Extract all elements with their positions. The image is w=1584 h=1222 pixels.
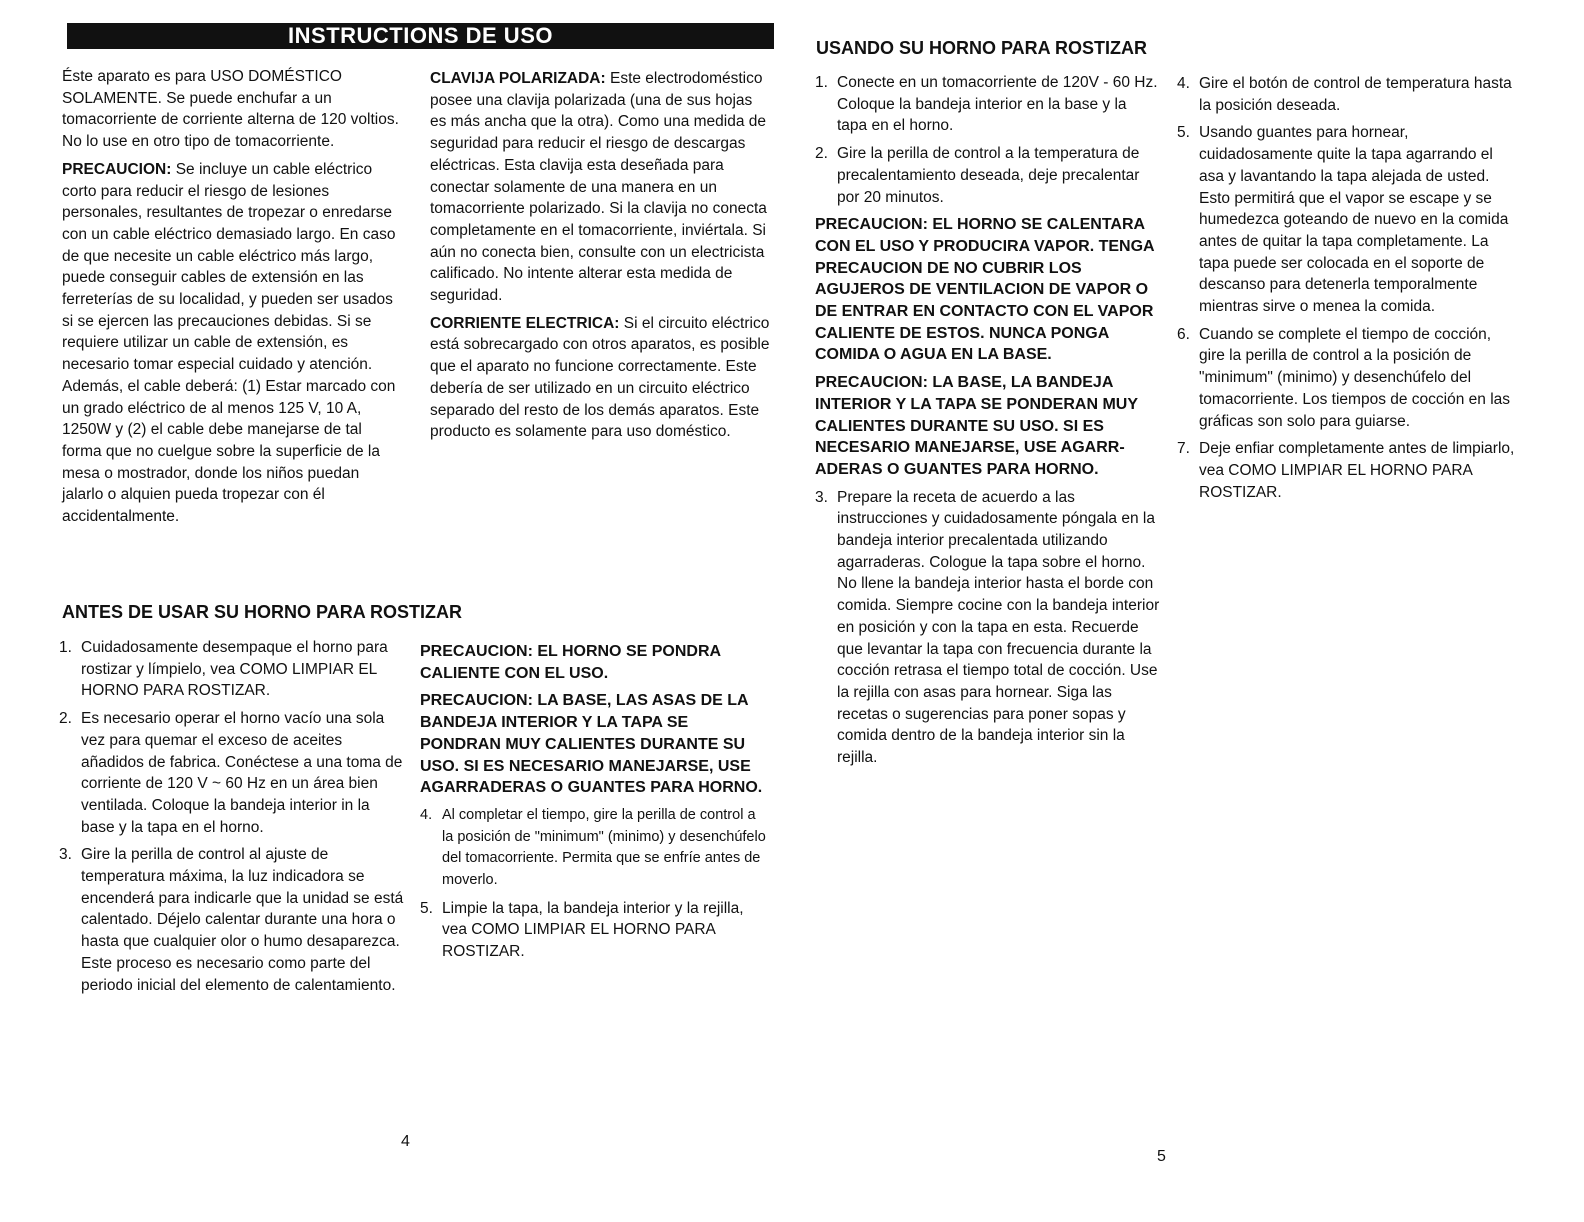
right-column-2: [1177, 73, 1517, 509]
antes-steps-list-b: [420, 805, 770, 963]
precaucion-text: Se incluye un cable eléctrico corto para reducir el riesgo de lesiones personales, resultantes de tropezar o enredarse con un cable eléctrico demasiado largo. En caso de que necesite un cable eléctrico más largo, puede conseguir cables de extensión en las ferreterías de su localidad, y pueden ser usados si se ejercen las precauciones debidas. Si se requiere utilizar un cable de extensión, es necesario tomar especial cuidado y atención. Además, el cable deberá: (1) Estar marcado con un grado eléctrico de al menos 125 V, 10 A, 1250W y (2) el cable debe manejarse de tal forma que no cuelgue sobre la superficie de la mesa o mostrador, donde los niños puedan jalarlo o alquien pueda tropezar con él accidentalmente.: [62, 160, 396, 526]
section-banner: INSTRUCTIONS DE USO: [67, 23, 774, 49]
list-item: 7. Deje enfiar completamente antes de limpiarlo, vea COMO LIMPIAR EL HORNO PARA ROSTIZAR.: [1177, 440, 1515, 501]
list-item: 2. Gire la perilla de control a la temperatura de precalentamiento deseada, deje precalentar por 20 minutos.: [815, 145, 1140, 206]
clavija-paragraph: [430, 68, 770, 307]
list-item: 5. Usando guantes para hornear, cuidadosamente quite la tapa agarrando el asa y lavantando la tapa alejada de usted. Esto permitirá que el vapor se escape y se humedezca goteando de nuevo en la comida antes de quitar la tapa completamente. La tapa puede ser colocada en el soporte de descanso para detenerla temporalmente mientras sirve o menea la comida.: [1177, 124, 1509, 316]
list-item: 1. Conecte en un tomacorriente de 120V - 60 Hz. Coloque la bandeja interior en la base y la tapa en el horno.: [815, 74, 1158, 135]
right-column-1: [815, 72, 1160, 775]
antes-heading: ANTES DE USAR SU HORNO PARA ROSTIZAR: [62, 602, 463, 622]
warning-hot-parts-right: PRECAUCION: LA BASE, LA BANDEJA INTERIOR Y LA TAPA SE PONDERAN MUY CALIENTES DURANTE SU USO. SI ES NECESARIO MANEJARSE, USE AGARR-ADERAS O GUANTES PARA HORNO.: [815, 374, 1138, 478]
warning-hot-parts: PRECAUCION: LA BASE, LAS ASAS DE LA BANDEJA INTERIOR Y LA TAPA SE PONDRAN MUY CALIENTES DURANTE SU USO. SI ES NECESARIO MANEJARSE, USE AGARRADERAS O GUANTES PARA HORNO.: [420, 692, 763, 797]
list-item: 2. Es necesario operar el horno vacío una sola vez para quemar el exceso de aceites añadidos de fabrica. Conéctese a una toma de corriente de 120 V ~ 60 Hz en un área bien ventilada. Coloque la bandeja interior in la base y la tapa en el horno.: [59, 710, 403, 836]
clavija-label: CLAVIJA POLARIZADA:: [430, 70, 606, 87]
precaucion-paragraph: [62, 159, 402, 528]
page-number-left: 4: [401, 1133, 410, 1150]
page-number-right: 5: [1157, 1148, 1166, 1165]
left-column-2: [430, 68, 770, 449]
list-item: 3. Prepare la receta de acuerdo a las instrucciones y cuidadosamente póngala en la bandeja interior precalentada utilizando agarraderas. Cologue la tapa sobre el horno. No llene la bandeja interior hasta el borde con comida. Siempre cocine con la bandeja interior en posición y con la tapa en esta. Recuerde que levantar la tapa con frecuencia durante la cocción retrasa el tiempo total de cocción. Use la rejilla con asas para hornear. Siga las recetas o sugerencias para poner sopas y comida dentro de la bandeja interior sin la rejilla.: [815, 488, 1160, 767]
list-item: 5. Limpie la tapa, la bandeja interior y la rejilla, vea COMO LIMPIAR EL HORNO PARA ROSTIZAR.: [420, 899, 744, 961]
antes-steps-column: [59, 637, 404, 1002]
warning-steam: PRECAUCION: EL HORNO SE CALENTARA CON EL USO Y PRODUCIRA VAPOR. TENGA PRECAUCION DE NO CUBRIR LOS AGUJEROS DE VENTILACION DE VAPOR O DE ENTRAR EN CONTACTO CON EL VAPOR CALIENTE DE ESTOS. NUNCA PONGA COMIDA O AGUA EN LA BASE.: [815, 216, 1155, 364]
corriente-text: Si el circuito eléctrico está sobrecargado con otros aparatos, es posible que el aparato no funcione correctamente. Este debería de ser utilizado en un circuito eléctrico separado del resto de los demás aparatos. Este producto es solamente para uso doméstico.: [430, 314, 770, 441]
list-item: 4. Gire el botón de control de temperatura hasta la posición deseada.: [1177, 75, 1512, 114]
corriente-paragraph: [430, 313, 770, 443]
corriente-label: CORRIENTE ELECTRICA:: [430, 314, 620, 332]
usando-heading: USANDO SU HORNO PARA ROSTIZAR: [816, 38, 1148, 58]
usando-steps-list-a: [815, 72, 1160, 208]
antes-warnings-column: [420, 641, 770, 969]
antes-steps-list: [59, 637, 404, 996]
warning-hot-oven: PRECAUCION: EL HORNO SE PONDRA CALIENTE CON EL USO.: [420, 643, 721, 682]
intro-paragraph: Éste aparato es para USO DOMÉSTICO SOLAMENTE. Se puede enchufar a un tomacorriente de corriente alterna de 120 voltios. No lo use en otro tipo de tomacorriente.: [62, 68, 399, 151]
left-column-1: [62, 66, 402, 534]
list-item: 6. Cuando se complete el tiempo de cocción, gire la perilla de control a la posición de "minimum" (minimo) y desenchúfelo del tomacorriente. Los tiempos de cocción en las gráficas son solo para guiarse.: [1177, 325, 1511, 430]
list-item: 4. Al completar el tiempo, gire la perilla de control a la posición de "minimum" (minimo) y desenchúfelo del tomacorriente. Permita que se enfríe antes de moverlo.: [420, 806, 766, 889]
clavija-text: Este electrodoméstico posee una clavija polarizada (una de sus hojas es más ancha que la otra). Como una medida de seguridad para reducir el riesgo de descargas eléctricas. Esta clavija esta deseñada para conectar solamente de una manera en un tomacorriente polarizado. Si la clavija no conecta completamente en el tomacorriente, inviértala. Si aún no conecta bien, consulte con un electricista calificado. No intente alterar esta medida de seguridad.: [430, 70, 767, 305]
usando-steps-list-b: [815, 487, 1160, 769]
list-item: 1. Cuidadosamente desempaque el horno para rostizar y límpielo, vea COMO LIMPIAR EL HORNO PARA ROSTIZAR.: [59, 639, 388, 700]
precaucion-label: PRECAUCION:: [62, 160, 172, 178]
list-item: 3. Gire la perilla de control al ajuste de temperatura máxima, la luz indicadora se encenderá para indicarle que la unidad se está calentado. Déjelo calentar durante una hora o hasta que cualquier olor o humo desaparezca. Este proceso es necesario como parte del periodo inicial del elemento de calentamiento.: [59, 846, 404, 994]
usando-steps-list-c: [1177, 73, 1517, 503]
